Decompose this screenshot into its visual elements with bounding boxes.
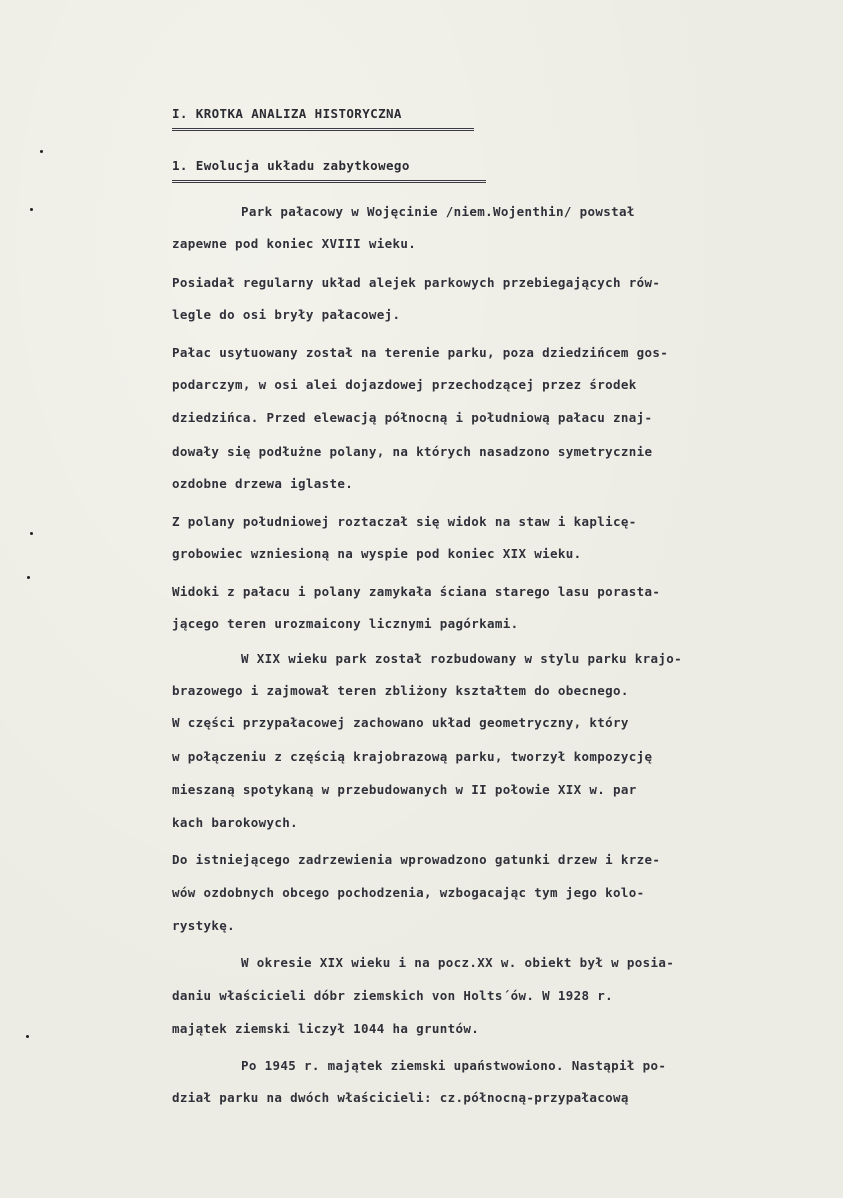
text-line: majątek ziemski liczył 1044 ha gruntów. [172, 1021, 480, 1036]
text-line: brazowego i zajmował teren zbliżony kształtem do obecnego. [172, 683, 629, 698]
text-line: kach barokowych. [172, 815, 299, 830]
text-line: dowały się podłużne polany, na których nasadzono symetrycznie [172, 444, 653, 459]
text-line: w połączeniu z częścią krajobrazową parku, tworzył kompozycję [172, 749, 653, 764]
text-line: Park pałacowy w Wojęcinie /niem.Wojenthin/ powstał [241, 204, 635, 219]
subsection-title: 1. Ewolucja układu zabytkowego [172, 158, 410, 173]
text-line: W okresie XIX wieku i na pocz.XX w. obiekt był w posia- [241, 955, 675, 970]
text-line: Pałac usytuowany został na terenie parku, poza dziedzińcem gos- [172, 345, 669, 360]
punch-mark [30, 208, 33, 211]
text-line: jącego teren urozmaicony licznymi pagórkami. [172, 616, 519, 631]
text-line: Z polany południowej roztaczał się widok na staw i kaplicę- [172, 514, 637, 529]
text-line: mieszaną spotykaną w przebudowanych w II połowie XIX w. par [172, 782, 637, 797]
text-line: zapewne pod koniec XVIII wieku. [172, 236, 417, 251]
punch-mark [30, 532, 33, 535]
text-line: grobowiec wzniesioną na wyspie pod koniec XIX wieku. [172, 546, 582, 561]
text-line: dziedzińca. Przed elewacją północną i południową pałacu znaj- [172, 410, 653, 425]
section-title: I. KROTKA ANALIZA HISTORYCZNA [172, 106, 402, 121]
subsection-title-underline [172, 180, 486, 183]
text-line: W XIX wieku park został rozbudowany w stylu parku krajo- [241, 651, 683, 666]
text-line: Widoki z pałacu i polany zamykała ściana starego lasu porasta- [172, 584, 661, 599]
text-line: daniu właścicieli dóbr ziemskich von Holts´ów. W 1928 r. [172, 988, 614, 1003]
text-line: W części przypałacowej zachowano układ geometryczny, który [172, 715, 629, 730]
text-line: wów ozdobnych obcego pochodzenia, wzbogacając tym jego kolo- [172, 885, 645, 900]
text-line: ozdobne drzewa iglaste. [172, 476, 354, 491]
text-line: Posiadał regularny układ alejek parkowych przebiegających rów- [172, 275, 661, 290]
text-line: rystykę. [172, 918, 236, 933]
punch-mark [26, 1035, 29, 1038]
text-line: Do istniejącego zadrzewienia wprowadzono gatunki drzew i krze- [172, 852, 661, 867]
section-title-underline [172, 128, 474, 131]
text-line: dział parku na dwóch właścicieli: cz.północną-przypałacową [172, 1090, 629, 1105]
text-line: podarczym, w osi alei dojazdowej przechodzącej przez środek [172, 377, 637, 392]
text-line: legle do osi bryły pałacowej. [172, 307, 401, 322]
punch-mark [40, 150, 43, 153]
punch-mark [27, 576, 30, 579]
text-line: Po 1945 r. majątek ziemski upaństwowiono. Nastąpił po- [241, 1058, 667, 1073]
